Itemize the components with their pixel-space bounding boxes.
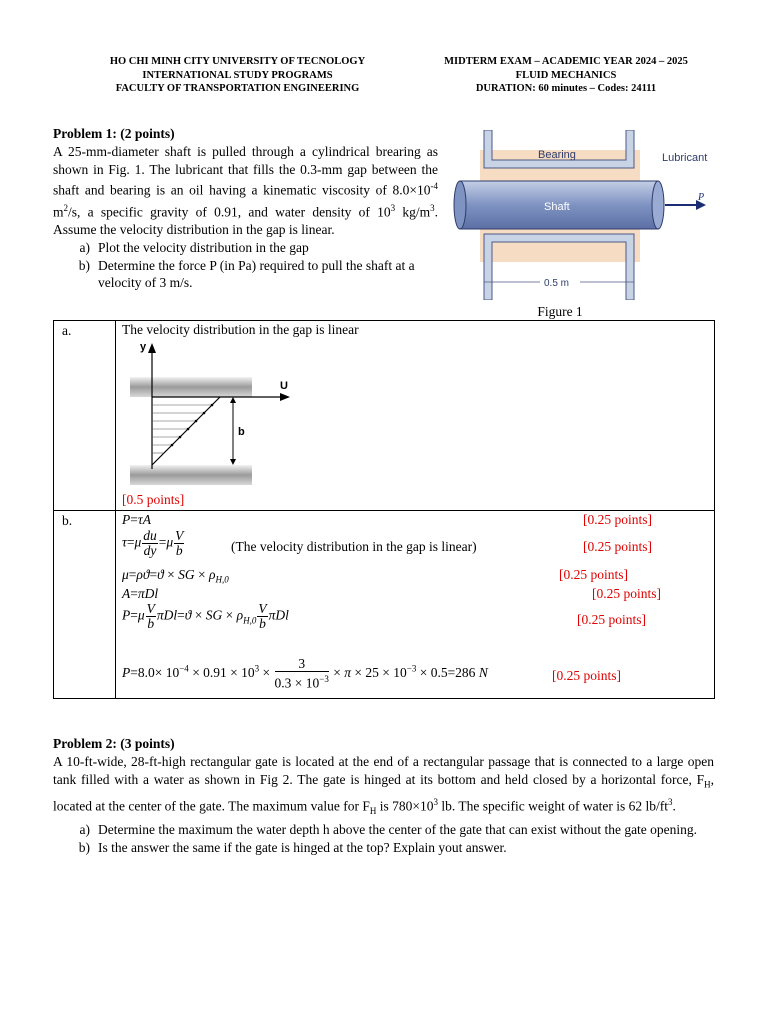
university-header bbox=[95, 55, 380, 96]
list-item: b) Is the answer the same if the gate is hinged at the top? Explain yout answer. bbox=[78, 839, 507, 855]
shaft-label: Shaft bbox=[544, 201, 570, 213]
list-item: b) Determine the force P (in Pa) required to pull the shaft at a velocity of 3 m/s. bbox=[78, 257, 415, 291]
problem-2-items bbox=[53, 821, 714, 857]
program-name: INTERNATIONAL STUDY PROGRAMS bbox=[142, 69, 333, 81]
row-b-label: b. bbox=[54, 511, 116, 699]
problem-1 bbox=[53, 125, 438, 292]
exam-header bbox=[420, 55, 712, 96]
row-b-content bbox=[116, 511, 715, 699]
formula-points: [0.25 points] bbox=[583, 539, 652, 554]
table-row bbox=[54, 321, 715, 511]
exam-title: MIDTERM EXAM – ACADEMIC YEAR 2024 – 2025 bbox=[444, 56, 688, 67]
formula-shear: τ=μ $\frac{du}{dy}$ =μ $\frac{V}{b}$ bbox=[122, 528, 184, 558]
formula-force: P=τA bbox=[122, 512, 151, 527]
list-item: a) Determine the maximum the water depth h above the center of the gate that can exist without the gate opening. bbox=[79, 822, 698, 838]
y-axis-label: y bbox=[140, 341, 147, 353]
exam-duration: DURATION: 60 minutes – Codes: 24111 bbox=[475, 83, 657, 94]
faculty-name: FACULTY OF TRANSPORTATION ENGINEERING bbox=[115, 83, 360, 94]
u-label: U bbox=[280, 380, 288, 392]
row-a-label: a. bbox=[54, 321, 116, 511]
problem-1-statement: A 25-mm-diameter shaft is pulled through a cylindrical brearing as shown in Fig. 1. The lubricant that fills the 0.3-mm gap between the shaft and bearing is an oil having a kinematic viscosity of $8.0\times 10^{-4}$ $m^2/s$, a specific gravity of 0.91, and water density of $10^3$ $kg/m^3$. Assume the velocity distribution in the gap is linear. bbox=[53, 143, 438, 237]
solution-table bbox=[53, 320, 715, 699]
formula-force-expanded: P=μ $\frac{V}{b}$ πDl=ϑ × SG × $\rho_{H,0}$ $\frac{V}{b}$ πDl bbox=[122, 601, 289, 631]
gap-label: b bbox=[238, 426, 245, 438]
length-label: 0.5 m bbox=[544, 278, 570, 289]
formula-result: $P=8.0\times 10^{-4} \times 0.91 \times 10^3$ × $\frac{3}{0.3 \times 10^{-3}}$ × $\pi \times 25 \times 10^{-3} \times 0.5=286$ N bbox=[122, 656, 488, 691]
problem-2 bbox=[53, 735, 714, 857]
formula-points: [0.25 points] bbox=[592, 586, 661, 601]
row-a-points: [0.5 points] bbox=[122, 492, 185, 507]
course-name: FLUID MECHANICS bbox=[515, 69, 617, 81]
bottom-plate bbox=[130, 465, 252, 485]
figure-1-caption: Figure 1 bbox=[537, 304, 583, 319]
velocity-profile-line bbox=[152, 397, 220, 465]
linear-note: (The velocity distribution in the gap is linear) bbox=[231, 539, 477, 554]
formula-points: [0.25 points] bbox=[583, 512, 652, 527]
problem-2-statement: A 10-ft-wide, 28-ft-high rectangular gate is located at the end of a rectangular passage that is connected to a large open tank filled with a water as shown in Fig 2. The gate is hinged at its bottom and held closed by a horizontal force, $F_H$, located at the center of the gate. The maximum value for $F_H$ is $780\times 10^3$ lb. The specific weight of water is 62 $lb/ft^3$. bbox=[53, 753, 714, 817]
shaft-bearing-figure bbox=[452, 130, 714, 300]
formula-area: A=πDl bbox=[122, 586, 159, 601]
formula-points: [0.25 points] bbox=[552, 668, 621, 683]
list-item: a) Plot the velocity distribution in the gap bbox=[79, 239, 309, 255]
problem-1-items bbox=[53, 239, 438, 292]
row-a-text: The velocity distribution in the gap is linear bbox=[122, 322, 359, 337]
velocity-profile-diagram bbox=[128, 341, 318, 491]
bearing-label: Bearing bbox=[538, 149, 576, 161]
problem-1-title: Problem 1: (2 points) bbox=[53, 126, 175, 141]
force-label: P bbox=[698, 192, 705, 203]
top-plate bbox=[130, 377, 252, 397]
formula-points: [0.25 points] bbox=[577, 612, 646, 627]
row-a-content bbox=[116, 321, 715, 511]
formula-viscosity: μ=ρϑ=ϑ × SG × $\rho_{H,0}$ bbox=[122, 567, 229, 585]
lubricant-label: Lubricant bbox=[662, 152, 708, 164]
table-row bbox=[54, 511, 715, 699]
university-name: HO CHI MINH CITY UNIVERSITY OF TECNOLOGY bbox=[109, 56, 366, 67]
formula-points: [0.25 points] bbox=[559, 567, 628, 582]
problem-2-title: Problem 2: (3 points) bbox=[53, 736, 175, 751]
